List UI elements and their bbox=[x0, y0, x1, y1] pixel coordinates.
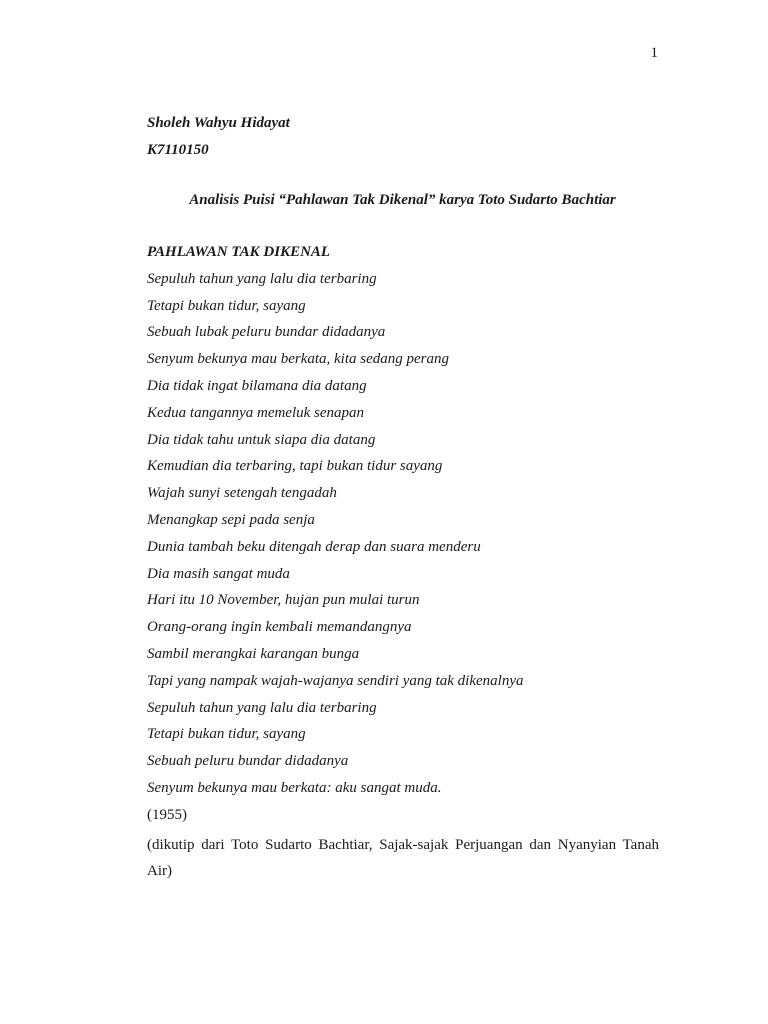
poem-line: Tapi yang nampak wajah-wajanya sendiri yang tak dikenalnya bbox=[147, 672, 524, 689]
poem-line: Hari itu 10 November, hujan pun mulai turun bbox=[147, 592, 420, 609]
poem-line: Dia tidak ingat bilamana dia datang bbox=[147, 377, 367, 394]
poem-line: Orang-orang ingin kembali memandangnya bbox=[147, 619, 412, 636]
author-name: Sholeh Wahyu Hidayat bbox=[147, 115, 290, 131]
poem-line: Tetapi bukan tidur, sayang bbox=[147, 297, 306, 314]
author-block bbox=[147, 110, 290, 163]
poem-line: Dia masih sangat muda bbox=[147, 565, 290, 582]
poem-lines bbox=[147, 269, 667, 805]
poem-title: PAHLAWAN TAK DIKENAL bbox=[147, 244, 331, 260]
poem bbox=[147, 242, 667, 885]
poem-line: Dunia tambah beku ditengah derap dan suara menderu bbox=[147, 538, 481, 555]
poem-year: (1955) bbox=[147, 806, 187, 823]
poem-line: Wajah sunyi setengah tengadah bbox=[147, 485, 337, 502]
poem-line: Sebuah lubak peluru bundar didadanya bbox=[147, 324, 386, 341]
poem-line: Menangkap sepi pada senja bbox=[147, 511, 315, 528]
page-number: 1 bbox=[650, 45, 658, 61]
poem-line: Kemudian dia terbaring, tapi bukan tidur sayang bbox=[147, 458, 443, 475]
document-title: Analisis Puisi “Pahlawan Tak Dikenal” karya Toto Sudarto Bachtiar bbox=[189, 192, 616, 208]
poem-line: Sepuluh tahun yang lalu dia terbaring bbox=[147, 699, 377, 716]
poem-line: Kedua tangannya memeluk senapan bbox=[147, 404, 365, 421]
poem-line: Sebuah peluru bundar didadanya bbox=[147, 753, 349, 770]
poem-line: Senyum bekunya mau berkata: aku sangat muda. bbox=[147, 779, 442, 796]
student-id: K7110150 bbox=[147, 141, 209, 158]
poem-line: Sepuluh tahun yang lalu dia terbaring bbox=[147, 270, 377, 287]
poem-line: Senyum bekunya mau berkata, kita sedang perang bbox=[147, 351, 450, 368]
poem-line: Sambil merangkai karangan bunga bbox=[147, 645, 360, 662]
poem-line: Tetapi bukan tidur, sayang bbox=[147, 726, 306, 743]
poem-citation: (dikutip dari Toto Sudarto Bachtiar, Sajak-sajak Perjuangan dan Nyanyian Tanah Air) bbox=[147, 836, 659, 880]
poem-line: Dia tidak tahu untuk siapa dia datang bbox=[147, 431, 376, 448]
